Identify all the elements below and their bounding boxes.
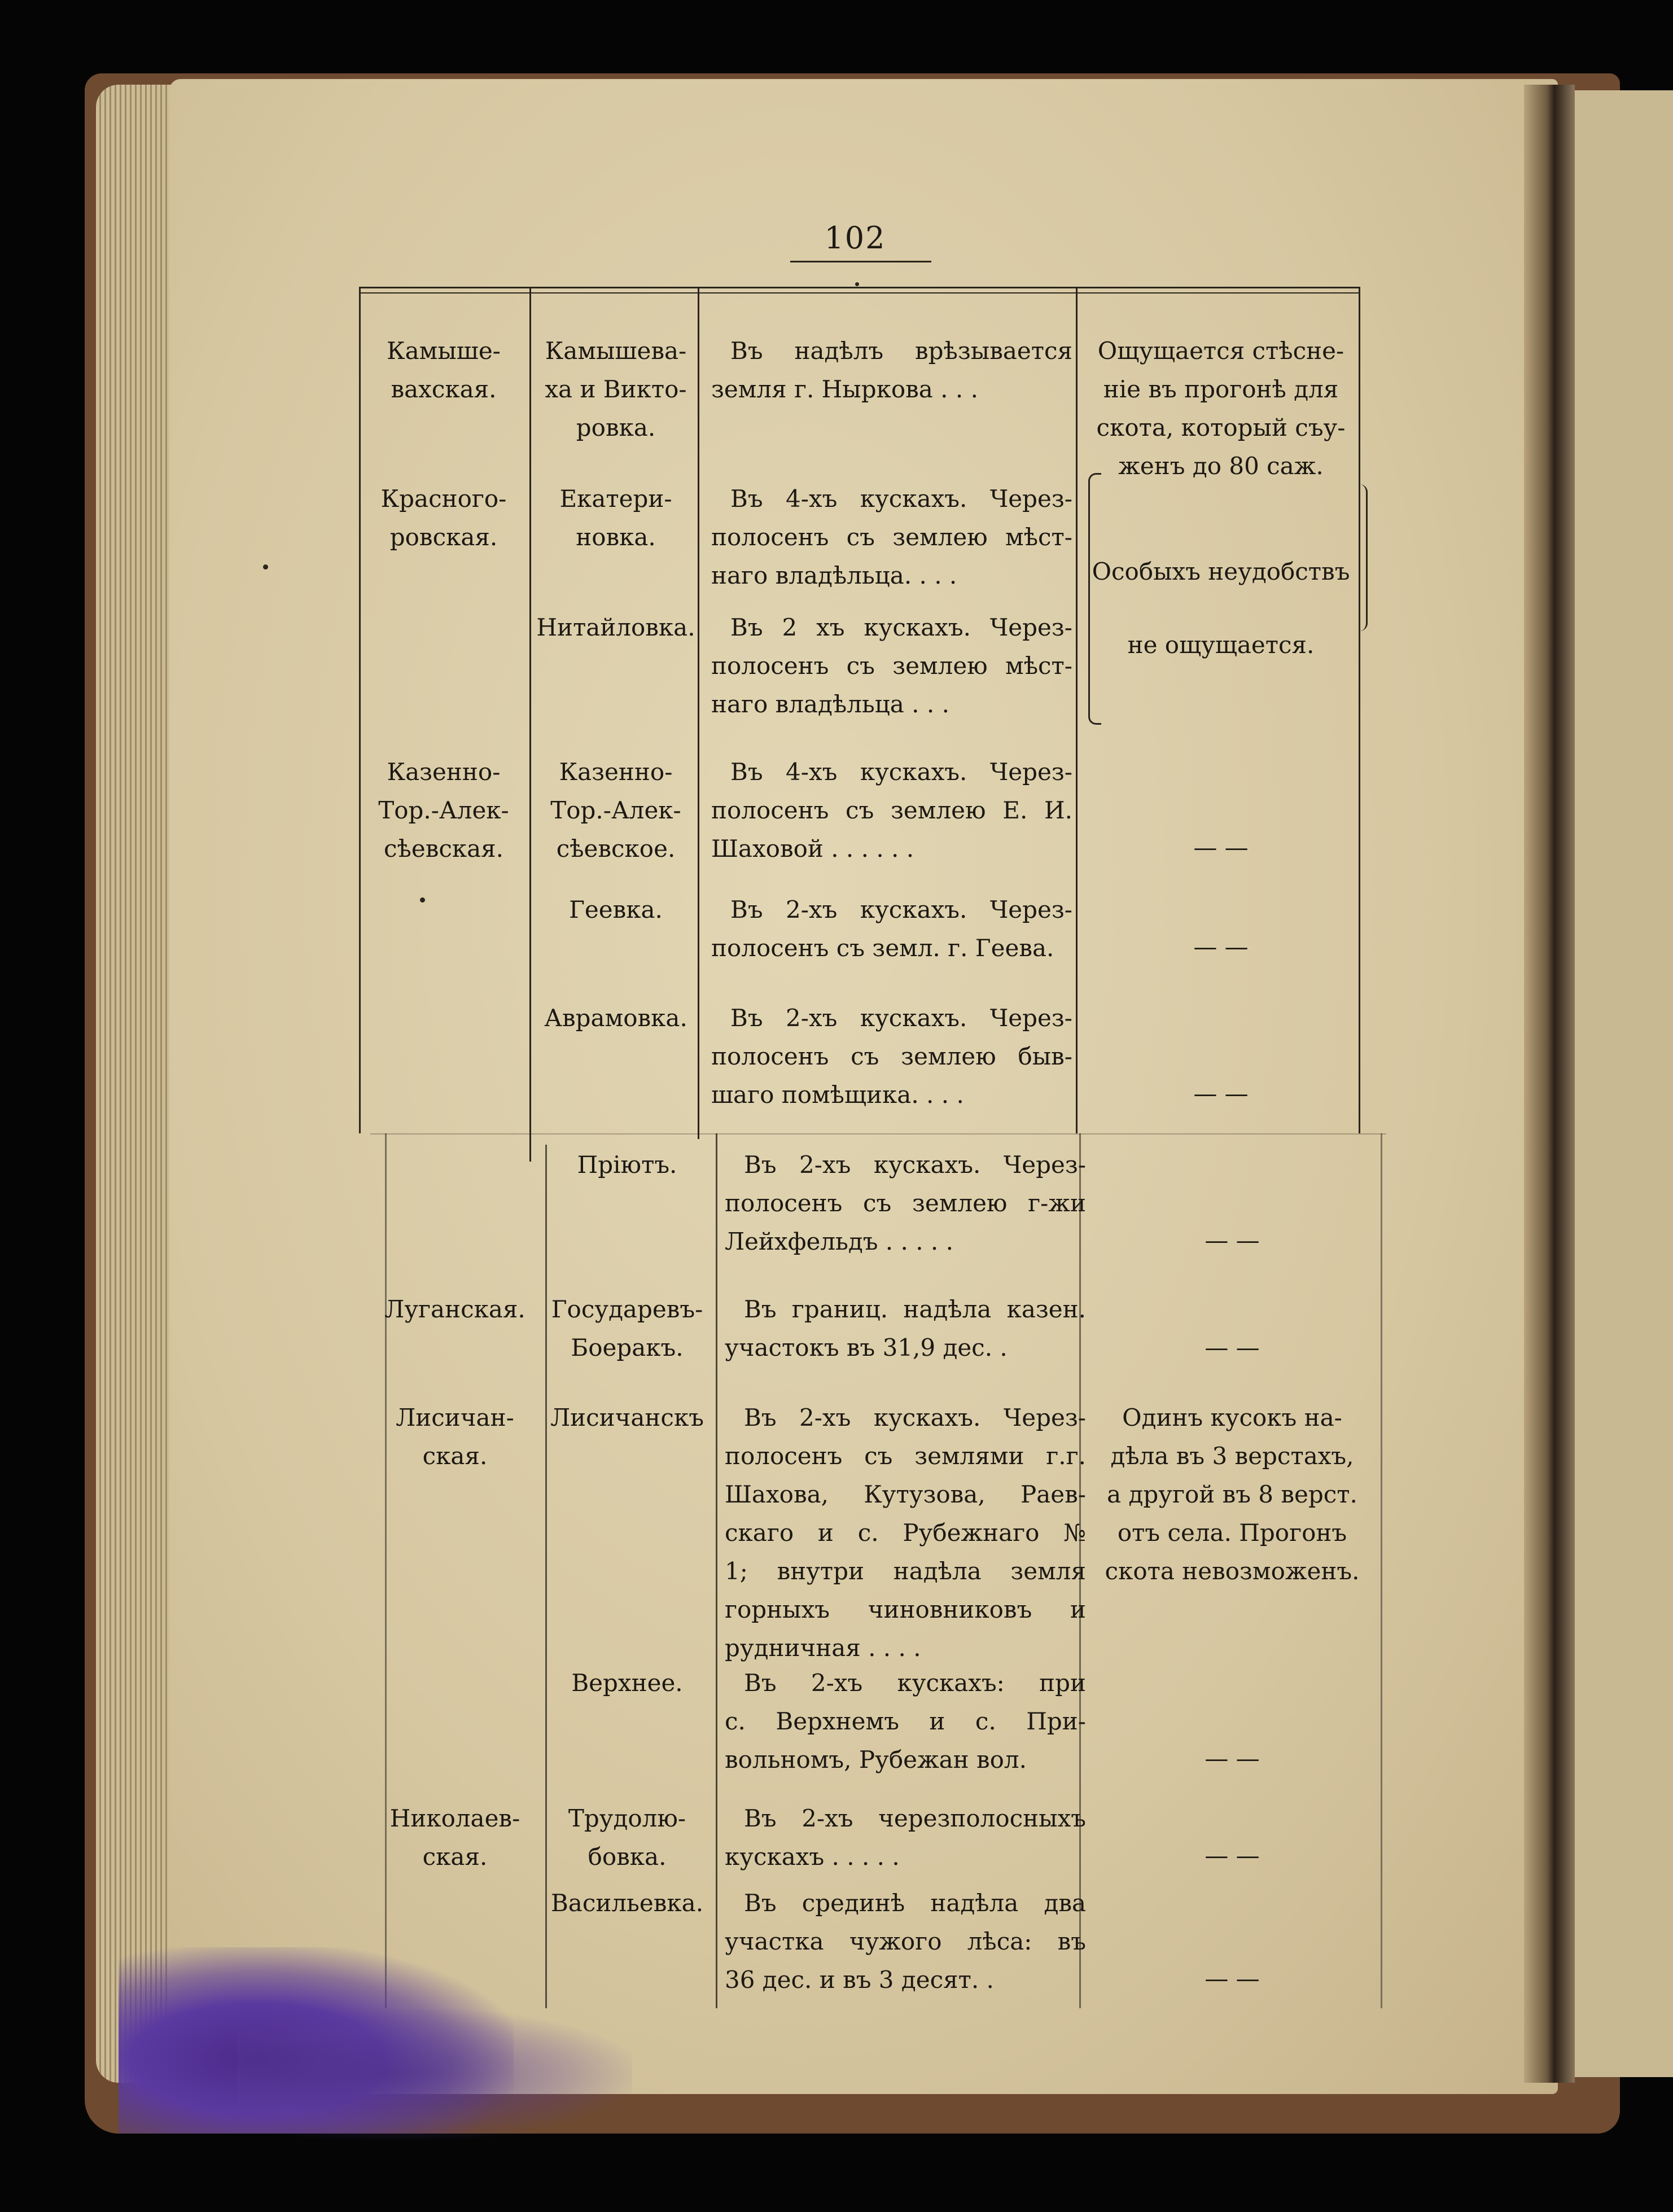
column-divider-1 bbox=[529, 287, 531, 1162]
book-gutter bbox=[1524, 85, 1575, 2083]
column-divider-1-lower bbox=[545, 1145, 547, 2008]
stray-ink-dot bbox=[420, 897, 425, 903]
merged-note: Особыхъ неудобствъ не ощущается. bbox=[1092, 558, 1350, 659]
row-4-description: Въ 4-хъ кускахъ. Через- полосенъ съ землею Е. И. Шаховой . . . . . . bbox=[711, 758, 1072, 862]
row-7-village: Пріютъ. bbox=[577, 1151, 677, 1179]
row-11-volost: Николаев- ская. bbox=[389, 1804, 520, 1871]
row-9-note: Одинъ кусокъ на- дѣла въ 3 верстахъ, а другой въ 8 верст. отъ села. Прогонъ скота невозможенъ. bbox=[1105, 1404, 1360, 1585]
table-left-border-lower bbox=[385, 1133, 387, 2008]
row-11-village: Трудолю- бовка. bbox=[568, 1804, 686, 1871]
column-divider-2 bbox=[698, 287, 699, 1139]
row-6-village: Аврамовка. bbox=[544, 1004, 687, 1032]
row-5-description: Въ 2-хъ кускахъ. Через- полосенъ съ земл. г. Геева. bbox=[711, 896, 1072, 962]
row-8-volost: Луганская. bbox=[384, 1295, 525, 1323]
row-4-volost: Казенно- Тор.-Алек- сѣевская. bbox=[378, 758, 509, 862]
row-10-description: Въ 2-хъ кускахъ: при с. Верхнемъ и с. При- вольномъ, Рубежан вол. bbox=[725, 1669, 1086, 1773]
page-number-rule bbox=[790, 261, 931, 262]
row-12-village: Васильевка. bbox=[550, 1889, 704, 1917]
row-11-description: Въ 2-хъ черезполосныхъ кускахъ . . . . . bbox=[725, 1804, 1086, 1871]
row-8-description: Въ границ. надѣла казен. участокъ въ 31,9 дес. . bbox=[725, 1295, 1086, 1361]
row-4-village: Казенно- Тор.-Алек- сѣевское. bbox=[550, 758, 681, 862]
table bbox=[359, 287, 1360, 2008]
row-10-note: — — bbox=[1205, 1745, 1260, 1772]
column-divider-2-lower bbox=[716, 1133, 717, 2008]
row-2-volost: Красного- ровская. bbox=[380, 485, 507, 551]
page-number: 102 bbox=[824, 220, 886, 256]
row-5-note: — — bbox=[1193, 933, 1249, 961]
row-1-description: Въ надѣлъ врѣзывается земля г. Ныркова . . . bbox=[711, 337, 1072, 403]
row-9-volost: Лисичан- ская. bbox=[396, 1404, 514, 1470]
table-top-border-inner bbox=[359, 292, 1360, 294]
row-1-village: Камышева- ха и Викто- ровка. bbox=[545, 337, 687, 441]
row-12-note: — — bbox=[1205, 1965, 1260, 1992]
row-11-note: — — bbox=[1205, 1842, 1260, 1869]
row-9-description: Въ 2-хъ кускахъ. Через- полосенъ съ землями г.г. Шахова, Кутузова, Раев- скаго и с. Рубежнаго № 1; внутри надѣла земля горныхъ чиновниковъ и рудничная . . . . bbox=[725, 1404, 1086, 1662]
row-7-description: Въ 2-хъ кускахъ. Через- полосенъ съ землею г-жи Лейхфельдъ . . . . . bbox=[725, 1151, 1086, 1255]
row-7-note: — — bbox=[1205, 1227, 1260, 1254]
row-10-village: Верхнее. bbox=[571, 1669, 683, 1697]
row-2-village: Екатери- новка. bbox=[559, 485, 672, 551]
row-1-note: Ощущается стѣсне- ніе въ прогонѣ для скота, который съу- женъ до 80 саж. bbox=[1096, 337, 1346, 480]
stray-ink-dot bbox=[855, 282, 859, 286]
row-8-village: Государевъ- Боеракъ. bbox=[551, 1295, 703, 1361]
row-1-volost: Камыше- вахская. bbox=[387, 337, 501, 403]
fold-line bbox=[370, 1133, 1386, 1135]
stray-ink-dot bbox=[263, 564, 268, 570]
row-3-description: Въ 2 хъ кускахъ. Через- полосенъ съ землею мѣст- наго владѣльца . . . bbox=[711, 614, 1072, 718]
row-4-note: — — bbox=[1193, 834, 1249, 861]
row-8-note: — — bbox=[1205, 1334, 1260, 1361]
table-top-border bbox=[359, 287, 1360, 288]
row-2-description: Въ 4-хъ кускахъ. Через- полосенъ съ землею мѣст- наго владѣльца. . . . bbox=[711, 485, 1072, 589]
row-9-village: Лисичанскъ bbox=[550, 1404, 704, 1431]
row-12-description: Въ срединѣ надѣла два участка чужого лѣса: въ 36 дес. и въ 3 десят. . bbox=[725, 1889, 1086, 1994]
next-page-edge bbox=[1563, 90, 1673, 2077]
row-6-note: — — bbox=[1193, 1080, 1249, 1107]
row-5-village: Геевка. bbox=[569, 896, 663, 923]
purple-ink-stain-fade bbox=[237, 2009, 632, 2139]
table-left-border bbox=[359, 287, 361, 1133]
row-3-village: Нитайловка. bbox=[536, 614, 695, 641]
row-6-description: Въ 2-хъ кускахъ. Через- полосенъ съ землею быв- шаго помѣщика. . . . bbox=[711, 1004, 1072, 1109]
